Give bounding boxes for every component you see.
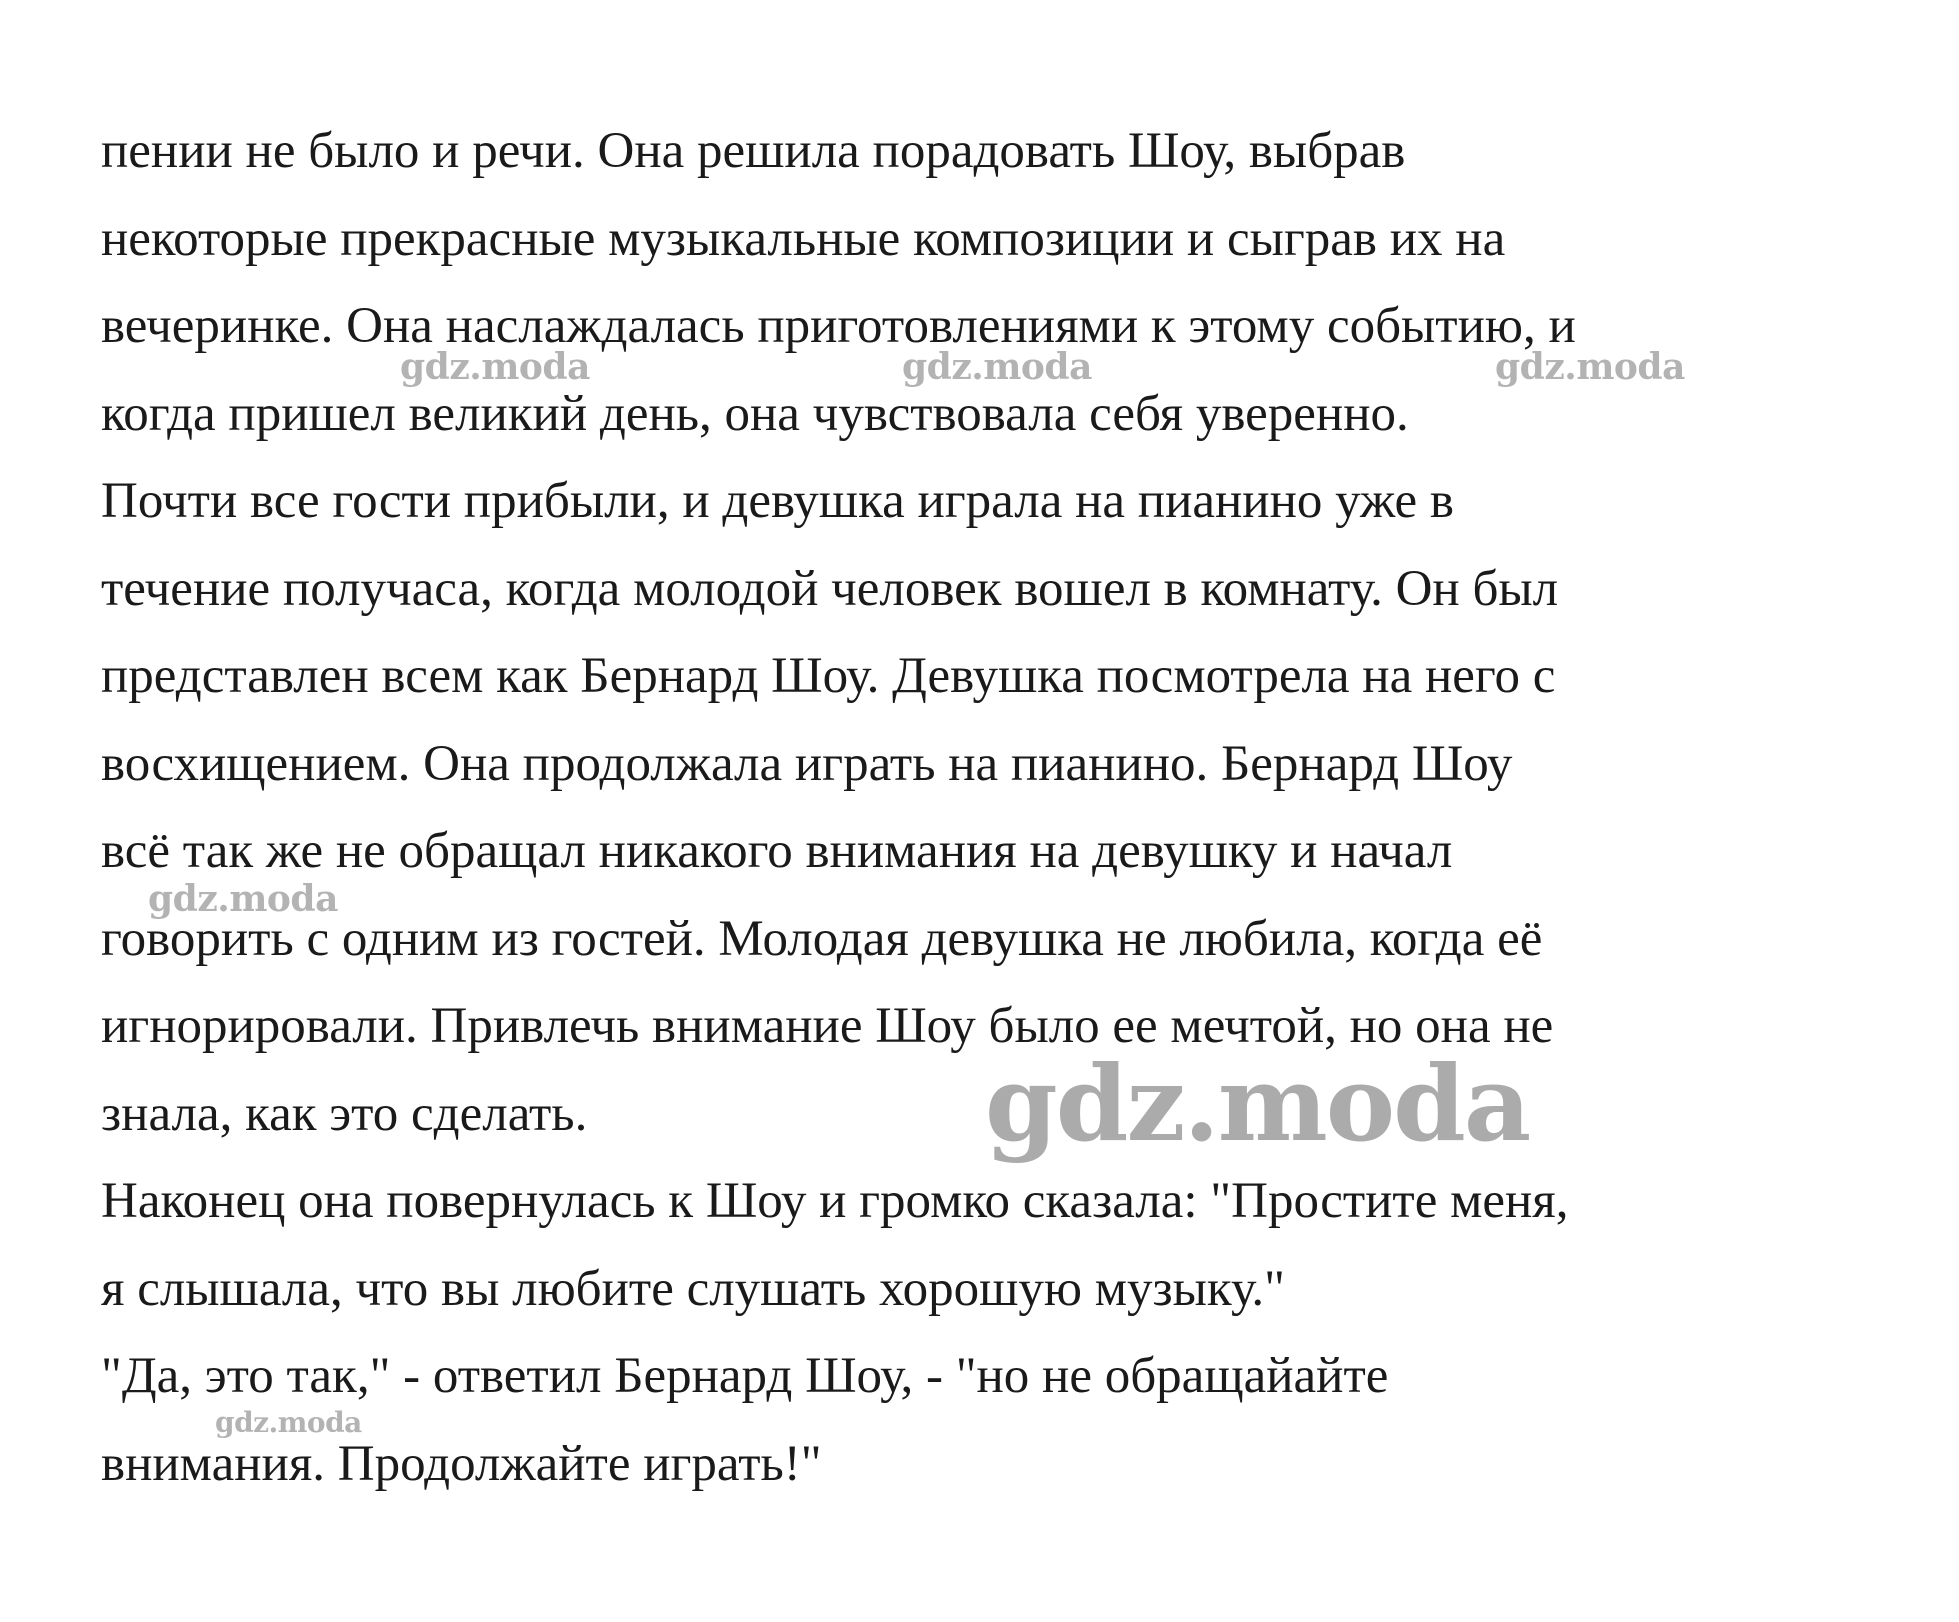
text-line: некоторые прекрасные музыкальные композиции и сыграв их на	[101, 210, 1506, 267]
text-line: пении не было и речи. Она решила порадовать Шоу, выбрав	[101, 123, 1406, 179]
watermark-large: gdz.moda	[985, 1042, 1530, 1165]
text-line: Наконец она повернулась к Шоу и громко сказала: "Простите меня,	[101, 1173, 1569, 1229]
text-line: знала, как это сделать.	[101, 1085, 588, 1142]
text-line: Почти все гости прибыли, и девушка играла на пианино уже в	[101, 473, 1454, 529]
text-line: "Да, это так," - ответил Бернард Шоу, - "но не обращайайте	[101, 1348, 1389, 1404]
text-line: вечеринке. Она наслаждалась приготовлениями к этому событию, и	[101, 298, 1576, 354]
text-line: представлен всем как Бернард Шоу. Девушка посмотрела на него с	[101, 648, 1556, 704]
watermark: gdz.moda	[215, 1406, 362, 1439]
text-line: говорить с одним из гостей. Молодая девушка не любила, когда её	[101, 910, 1543, 967]
text-line: игнорировали. Привлечь внимание Шоу было ее мечтой, но она не	[101, 998, 1554, 1054]
text-line: внимания. Продолжайте играть!"	[101, 1435, 822, 1492]
body-text	[101, 108, 1941, 1508]
watermark: gdz.moda	[148, 878, 338, 920]
text-line: всё так же не обращал никакого внимания на девушку и начал	[101, 823, 1453, 879]
watermark: gdz.moda	[400, 346, 590, 388]
text-line: я слышала, что вы любите слушать хорошую музыку."	[101, 1260, 1285, 1317]
watermark: gdz.moda	[1495, 346, 1685, 388]
watermark: gdz.moda	[902, 346, 1092, 388]
text-line: когда пришел великий день, она чувствовала себя уверенно.	[101, 385, 1409, 442]
text-line: восхищением. Она продолжала играть на пианино. Бернард Шоу	[101, 735, 1513, 792]
text-line: течение получаса, когда молодой человек вошел в комнату. Он был	[101, 560, 1559, 617]
